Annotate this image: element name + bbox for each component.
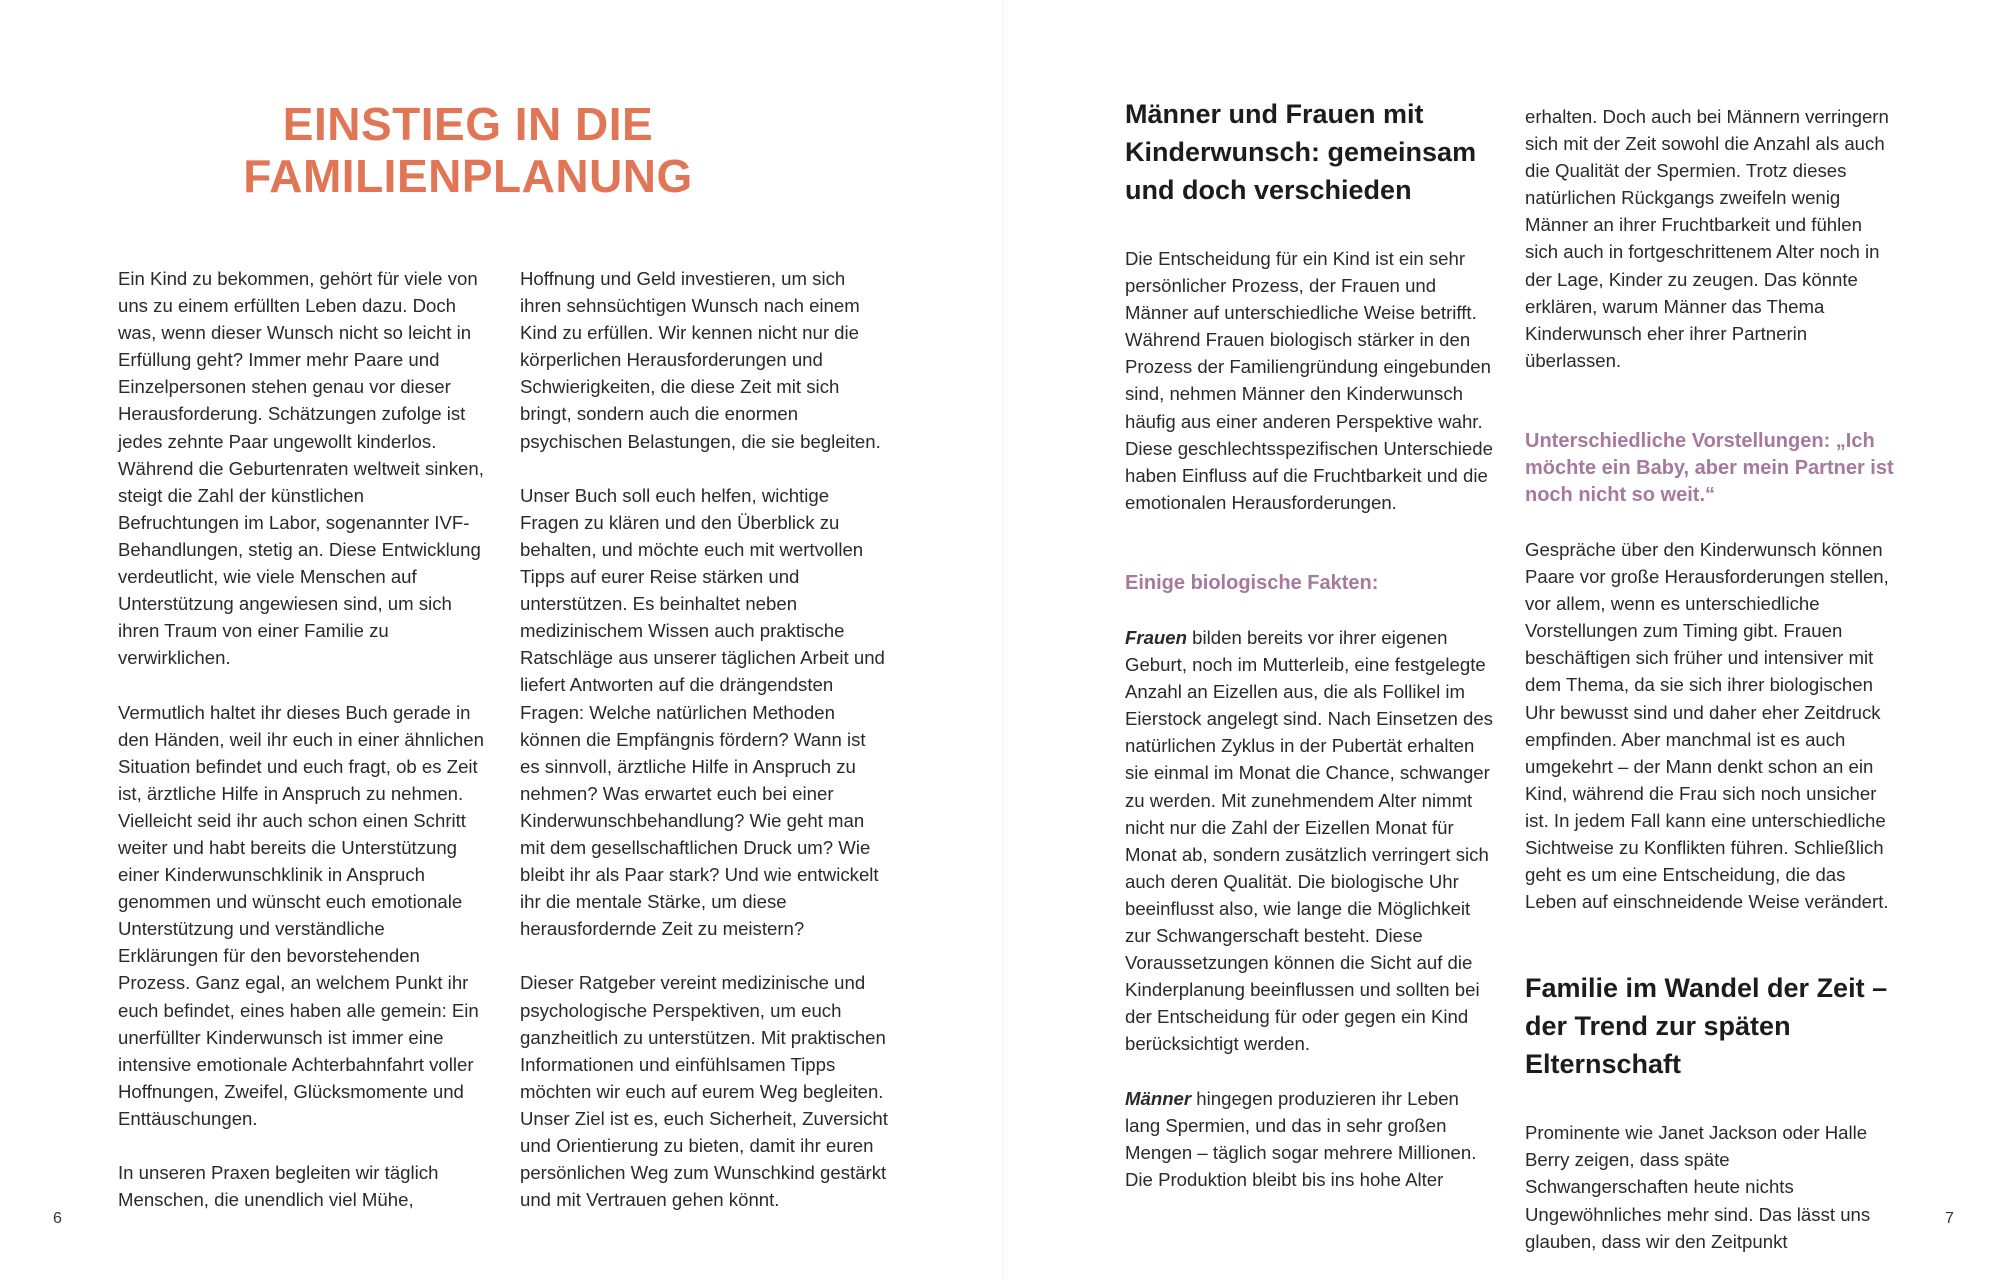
paragraph-late-parenthood: Prominente wie Janet Jackson oder Halle Berry zeigen, dass späte Schwangerschaften heute nichts Ungewöhnliches mehr sind. Das lässt uns glauben, dass wir den Zeitpunkt <box>1525 1122 1871 1252</box>
right-page <box>1003 0 2006 1280</box>
left-column-2 <box>520 265 890 1213</box>
term-men: Männer <box>1125 1087 1192 1109</box>
right-column-1 <box>1125 95 1495 1193</box>
paragraph-book-purpose: Unser Buch soll euch helfen, wichtige Fragen zu klären und den Überblick zu behalten, und möchte euch mit wertvollen Tipps auf eurer Reise stärken und unterstützen. Es beinhaltet neben medizinischem Wissen auch praktische Ratschläge aus unserer täglichen Arbeit und liefert Antworten auf die drängendsten Fragen: Welche natürlichen Methoden können die Empfängnis fördern? Wann ist es sinnvoll, ärztliche Hilfe in Anspruch zu nehmen? Was erwartet euch bei einer Kinderwunschbehandlung? Wie geht man mit dem gesellschaftlichen Druck um? Wie bleibt ihr als Paar stark? Und wie entwickelt ihr die mentale Stärke, um diese herausfordernde Zeit zu meistern? <box>520 484 885 940</box>
term-women: Frauen <box>1125 626 1187 648</box>
subheading-different-ideas: Unterschiedliche Vorstellungen: „Ich möchte ein Baby, aber mein Partner ist noch nicht so weit.“ <box>1525 429 1894 506</box>
paragraph-men-continued: erhalten. Doch auch bei Männern verringern sich mit der Zeit sowohl die Anzahl als auch die Qualität der Spermien. Trotz dieses natürlichen Rückgangs zweifeln wenig Männer an ihrer Fruchtbarkeit und fühlen sich auch in fortgeschrittenem Alter noch in der Lage, Kinder zu zeugen. Das könnte erklären, warum Männer das Thema Kinderwunsch eher ihrer Partnerin überlassen. <box>1525 106 1889 371</box>
paragraph-situation: Vermutlich haltet ihr dieses Buch gerade in den Händen, weil ihr euch in einer ähnlichen Situation befindet und euch fragt, ob es Zeit ist, ärztliche Hilfe in Anspruch zu nehmen. Vielleicht seid ihr auch schon einen Schritt weiter und habt bereits die Unterstützung einer Kinderwunschklinik in Anspruch genommen und wünscht euch emotionale Unterstützung und verständliche Erklärungen für den bevorstehenden Prozess. Ganz egal, an welchem Punkt ihr euch befindet, eines haben alle gemein: Ein unerfüllter Kinderwunsch ist immer eine intensive emotionale Achterbahnfahrt voller Hoffnungen, Zweifel, Glücksmomente und Enttäuschungen. <box>118 701 484 1129</box>
men-text: hingegen produzieren ihr Leben lang Spermien, und das in sehr großen Mengen – täglich sogar mehrere Millionen. Die Produktion bleibt bis ins hohe Alter <box>1125 1087 1477 1190</box>
subheading-biological-facts: Einige biologische Fakten: <box>1125 571 1379 594</box>
page-number-left: 6 <box>53 1210 62 1227</box>
page-number-right: 7 <box>1945 1210 1954 1227</box>
paragraph-guide: Dieser Ratgeber vereint medizinische und psychologische Perspektiven, um euch ganzheitlich zu unterstützen. Mit praktischen Informationen und einfühlsamen Tipps möchten wir euch auf eurem Weg begleiten. Unser Ziel ist es, euch Sicherheit, Zuversicht und Orientierung zu bieten, damit ihr euren persönlichen Weg zum Wunschkind gestärkt und mit Vertrauen gehen könnt. <box>520 972 888 1211</box>
paragraph-conflict: Gespräche über den Kinderwunsch können Paare vor große Herausforderungen stellen, vor allem, wenn es unterschiedliche Vorstellungen zum Timing gibt. Frauen beschäftigen sich früher und intensiver mit dem Thema, da sie sich ihrer biologischen Uhr bewusst sind und daher eher Zeitdruck empfinden. Aber manchmal ist es auch umgekehrt – der Mann denkt schon an ein Kind, während die Frau sich noch unsicher ist. In jedem Fall kann eine unterschiedliche Sichtweise zu Konflikten führen. Schließlich geht es um eine Entscheidung, die das Leben auf einschneidende Weise verändert. <box>1525 538 1889 913</box>
chapter-title-line-2: FAMILIENPLANUNG <box>243 150 693 202</box>
chapter-title <box>118 98 818 202</box>
section-heading-men-women: Männer und Frauen mit Kinderwunsch: gemeinsam und doch verschieden <box>1125 99 1477 205</box>
left-column-1 <box>118 265 488 1213</box>
chapter-title-line-1: EINSTIEG IN DIE <box>282 98 654 150</box>
paragraph-practice: In unseren Praxen begleiten wir täglich Menschen, die unendlich viel Mühe, <box>118 1162 439 1211</box>
right-column-2 <box>1525 103 1895 1255</box>
paragraph-decision: Die Entscheidung für ein Kind ist ein sehr persönlicher Prozess, der Frauen und Männer auf unterschiedliche Weise betrifft. Während Frauen biologisch stärker in den Prozess der Familiengründung eingebunden sind, nehmen Männer den Kinderwunsch häufig aus einer anderen Perspektive wahr. Diese geschlechtsspezifischen Unterschiede haben Einfluss auf die Fruchtbarkeit und die emotionalen Herausforderungen. <box>1125 248 1493 513</box>
paragraph-women <box>1125 624 1495 1058</box>
paragraph-men <box>1125 1085 1495 1193</box>
paragraph-intro: Ein Kind zu bekommen, gehört für viele von uns zu einem erfüllten Leben dazu. Doch was, wenn dieser Wunsch nicht so leicht in Erfüllung geht? Immer mehr Paare und Einzelpersonen stehen genau vor dieser Herausforderung. Schätzungen zufolge ist jedes zehnte Paar ungewollt kinderlos. Während die Geburtenraten weltweit sinken, steigt die Zahl der künstlichen Befruchtungen im Labor, sogenannter IVF-Behandlungen, stetig an. Diese Entwicklung verdeutlicht, wie viele Menschen auf Unterstützung angewiesen sind, um sich ihren Traum von einer Familie zu verwirklichen. <box>118 268 484 669</box>
paragraph-hope: Hoffnung und Geld investieren, um sich ihren sehnsüchtigen Wunsch nach einem Kind zu erfüllen. Wir kennen nicht nur die körperlichen Herausforderungen und Schwierigkeiten, die diese Zeit mit sich bringt, sondern auch die enormen psychischen Belastungen, die sie begleiten. <box>520 268 881 452</box>
section-heading-family-change: Familie im Wandel der Zeit – der Trend zur späten Elternschaft <box>1525 973 1888 1080</box>
women-text: bilden bereits vor ihrer eigenen Geburt, noch im Mutterleib, eine festgelegte Anzahl an Eizellen aus, die als Follikel im Eierstock angelegt sind. Nach Einsetzen des natürlichen Zyklus in der Pubertät erhalten sie einmal im Monat die Chance, schwanger zu werden. Mit zunehmendem Alter nimmt nicht nur die Zahl der Eizellen Monat für Monat ab, sondern zusätzlich verringert sich auch deren Qualität. Die biologische Uhr beeinflusst also, wie lange die Möglichkeit zur Schwangerschaft besteht. Diese Voraussetzungen können die Sicht auf die Kinderplanung beeinflussen und sollten bei der Entscheidung für oder gegen ein Kind berücksichtigt werden. <box>1125 626 1493 1055</box>
